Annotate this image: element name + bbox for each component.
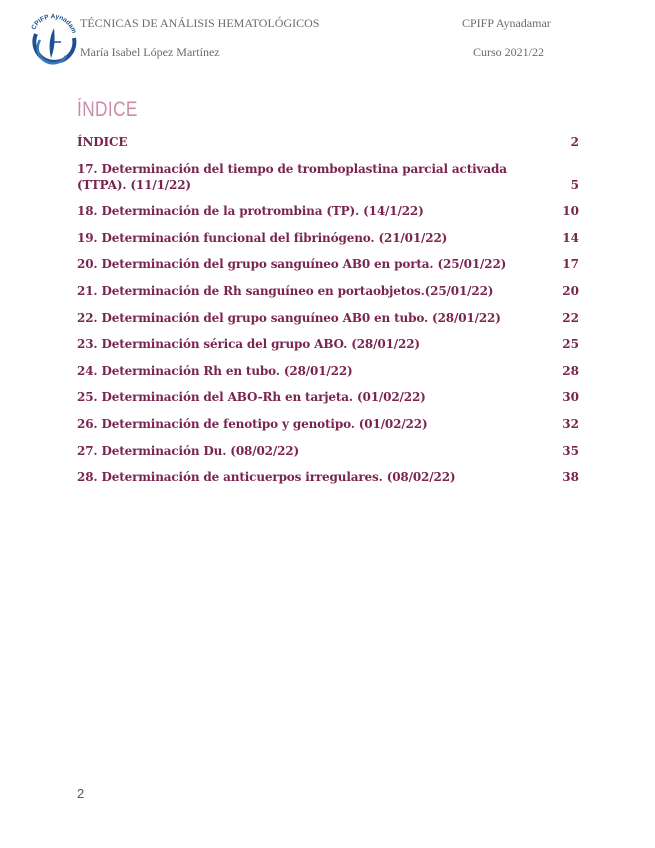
toc-entry[interactable] (77, 161, 579, 193)
toc-entry-page: 38 (562, 470, 579, 485)
toc-entry-text: 22. Determinación del grupo sanguíneo AB0 en tubo. (28/01/22) (77, 310, 501, 325)
toc-entry-page: 14 (562, 230, 579, 245)
school-logo (24, 12, 80, 70)
toc-entry[interactable] (77, 363, 579, 379)
toc-entry[interactable] (77, 443, 579, 459)
toc-entry-text: 28. Determinación de anticuerpos irregulares. (08/02/22) (77, 470, 456, 485)
toc-entry-text: 24. Determinación Rh en tubo. (28/01/22) (77, 363, 353, 378)
header-course-title: TÉCNICAS DE ANÁLISIS HEMATOLÓGICOS (80, 16, 320, 30)
toc-entry-text: 17. Determinación del tiempo de tromboplastina parcial activada (TTPA). (11/1/22) (77, 161, 507, 192)
toc-entry[interactable] (77, 416, 579, 432)
toc-entry-page: 22 (562, 310, 579, 325)
header-school: CPIFP Aynadamar (462, 16, 551, 30)
toc-entry-page: 30 (562, 390, 579, 405)
toc-entry-text: 25. Determinación del ABO-Rh en tarjeta. (01/02/22) (77, 390, 426, 405)
toc-entry-page: 17 (562, 257, 579, 272)
toc-entry-page: 5 (570, 177, 579, 192)
toc-entry-text: 21. Determinación de Rh sanguíneo en portaobjetos.(25/01/22) (77, 283, 494, 298)
toc-entry[interactable] (77, 469, 579, 485)
toc-entry-text: 20. Determinación del grupo sanguíneo AB0 en porta. (25/01/22) (77, 257, 507, 272)
toc-title: ÍNDICE (77, 98, 138, 121)
toc-entry-page: 32 (562, 416, 579, 431)
toc-entry-text: 23. Determinación sérica del grupo ABO. (28/01/22) (77, 337, 420, 352)
table-of-contents (77, 134, 579, 496)
toc-entry-page: 25 (562, 337, 579, 352)
toc-entry[interactable] (77, 283, 579, 299)
toc-entry-text: 27. Determinación Du. (08/02/22) (77, 443, 300, 458)
toc-entry-text: ÍNDICE (77, 135, 128, 149)
toc-entry-page: 35 (562, 443, 579, 458)
toc-entry[interactable] (77, 134, 579, 150)
page-number: 2 (77, 786, 85, 801)
svg-text:CPIFP Aynadamar: CPIFP Aynadam (30, 13, 78, 35)
toc-entry[interactable] (77, 389, 579, 405)
toc-entry-page: 2 (570, 135, 579, 149)
toc-entry-page: 10 (562, 204, 579, 219)
toc-entry-text: 18. Determinación de la protrombina (TP). (14/1/22) (77, 204, 424, 219)
toc-entry[interactable] (77, 310, 579, 326)
header-year: Curso 2021/22 (473, 45, 545, 59)
toc-entry-text: 19. Determinación funcional del fibrinógeno. (21/01/22) (77, 230, 448, 245)
toc-entry[interactable] (77, 336, 579, 352)
toc-entry[interactable] (77, 230, 579, 246)
toc-entry[interactable] (77, 256, 579, 272)
toc-entry-page: 20 (562, 283, 579, 298)
toc-entry-text: 26. Determinación de fenotipo y genotipo. (01/02/22) (77, 416, 428, 431)
header-author: María Isabel López Martínez (80, 45, 220, 59)
toc-entry[interactable] (77, 203, 579, 219)
toc-entry-page: 28 (562, 363, 579, 378)
